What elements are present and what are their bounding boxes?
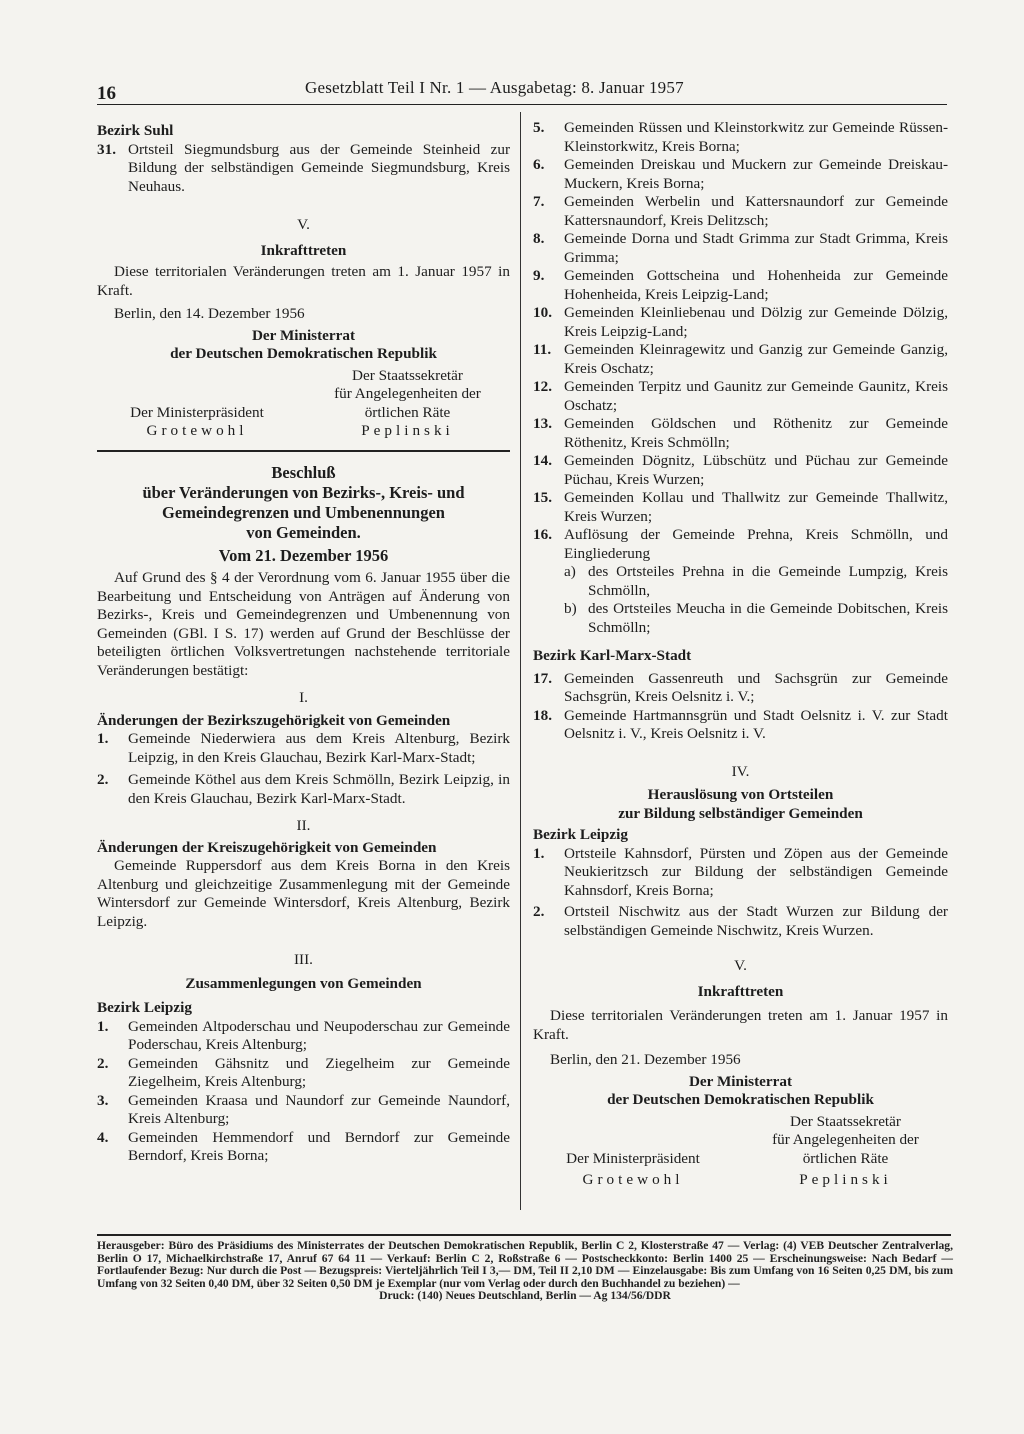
signature-block <box>533 1113 948 1190</box>
item-text: Auflösung der Gemeinde Prehna, Kreis Schmölln, und Eingliederung <box>564 526 948 562</box>
org-line: Der Ministerrat <box>688 1072 793 1090</box>
section-numeral: III. <box>294 951 313 968</box>
item-number: 13. <box>533 415 552 432</box>
section-numeral: II. <box>296 817 311 834</box>
sub-item <box>533 600 948 637</box>
list-item <box>533 452 948 489</box>
section-heading: zur Bildung selbständiger Gemeinden <box>618 804 863 822</box>
footer-rule <box>97 1234 951 1236</box>
paragraph: Diese territorialen Veränderungen treten am 1. Januar 1957 in Kraft. <box>97 263 510 299</box>
section-heading: Änderungen der Kreiszugehörigkeit von Gemeinden <box>97 838 437 856</box>
document-title: über Veränderungen von Bezirks-, Kreis- und <box>142 482 465 502</box>
list-item <box>533 670 948 707</box>
header-rule <box>97 104 947 105</box>
column-divider <box>520 112 521 1210</box>
item-number: 3. <box>97 1091 109 1109</box>
item-number: 2. <box>97 771 109 788</box>
list-item <box>97 771 510 808</box>
imprint <box>97 1240 953 1303</box>
item-number: 16. <box>533 526 552 543</box>
item-number: 2. <box>533 903 545 920</box>
list-item <box>533 193 948 230</box>
paragraph: Gemeinde Ruppersdorf aus dem Kreis Borna in den Kreis Altenburg und gleichzeitige Zusammenlegung mit der Gemeinde Wintersdorf zur Gemeinde Wintersdorf, Kreis Altenburg, Bezirk Leipzig. <box>97 857 510 930</box>
paragraph: Diese territorialen Veränderungen treten am 1. Januar 1957 in Kraft. <box>533 1007 948 1043</box>
right-column <box>533 119 948 1190</box>
document-title: Gemeindegrenzen und Umbenennungen <box>162 502 445 522</box>
list-item <box>533 903 948 940</box>
list-item <box>533 267 948 304</box>
item-number: 8. <box>533 230 545 247</box>
signature-role: örtlichen Räte <box>802 1149 889 1167</box>
item-text: Ortsteil Nischwitz aus der Stadt Wurzen zur Bildung der selbständigen Gemeinde Nischwitz, Kreis Wurzen. <box>564 903 948 939</box>
signature-name: Grotewohl <box>146 422 248 439</box>
item-text: Gemeinden Gähsnitz und Ziegelheim zur Gemeinde Ziegelheim, Kreis Altenburg; <box>128 1054 510 1090</box>
item-text: Ortsteile Kahnsdorf, Pürsten und Zöpen aus der Gemeinde Neukieritzsch zur Bildung der selbständigen Gemeinde Kahnsdorf, Kreis Borna; <box>564 844 948 899</box>
org-line: der Deutschen Demokratischen Republik <box>607 1091 874 1108</box>
section-heading: Zusammenlegungen von Gemeinden <box>185 974 422 992</box>
section-heading: Inkrafttreten <box>260 241 347 259</box>
list-item <box>533 341 948 378</box>
item-number: 31. <box>97 140 116 158</box>
left-column <box>97 122 510 1166</box>
item-text: Gemeinden Kleinliebenau und Dölzig zur Gemeinde Dölzig, Kreis Leipzig-Land; <box>564 304 948 340</box>
sub-item-letter: a) <box>564 563 576 580</box>
signature-block <box>97 367 510 441</box>
item-number: 1. <box>97 1017 109 1035</box>
document-date: Vom 21. Dezember 1956 <box>218 545 389 565</box>
section-heading: Änderungen der Bezirkszugehörigkeit von Gemeinden <box>97 711 451 729</box>
gazette-header: Gesetzblatt Teil I Nr. 1 — Ausgabetag: 8. Januar 1957 <box>305 78 684 97</box>
list-item <box>533 415 948 452</box>
list-item <box>533 119 948 156</box>
section-divider <box>97 450 510 452</box>
item-number: 10. <box>533 304 552 321</box>
item-text: Ortsteil Siegmundsburg aus der Gemeinde Steinheid zur Bildung der selbständigen Gemeinde Siegmundsburg, Kreis Neuhaus. <box>128 140 510 195</box>
signature-role: Der Staatssekretär <box>352 366 463 384</box>
district-heading: Bezirk Leipzig <box>97 999 192 1016</box>
list-item <box>97 730 510 767</box>
org-line: Der Ministerrat <box>251 326 356 344</box>
item-text: Gemeinden Hemmendorf und Berndorf zur Gemeinde Berndorf, Kreis Borna; <box>128 1128 510 1164</box>
signature-name: Peplinski <box>799 1171 892 1188</box>
item-text: Gemeinde Köthel aus dem Kreis Schmölln, Bezirk Leipzig, in den Kreis Glauchau, Bezirk Karl-Marx-Stadt. <box>128 771 510 807</box>
org-line: der Deutschen Demokratischen Republik <box>170 345 437 362</box>
document-title: Beschluß <box>271 462 336 482</box>
item-text: Gemeinden Werbelin und Kattersnaundorf zur Gemeinde Kattersnaundorf, Kreis Delitzsch; <box>564 193 948 229</box>
item-number: 1. <box>97 730 109 747</box>
item-text: Gemeinden Kleinragewitz und Ganzig zur Gemeinde Ganzig, Kreis Oschatz; <box>564 341 948 377</box>
signature-right <box>305 367 510 441</box>
item-number: 14. <box>533 452 552 469</box>
sub-item <box>533 563 948 600</box>
signature-name: Peplinski <box>361 422 454 439</box>
list-item <box>97 1129 510 1166</box>
signature-role: für Angelegenheiten der <box>334 385 481 402</box>
item-text: Gemeinde Niederwiera aus dem Kreis Altenburg, Bezirk Leipzig, in den Kreis Glauchau, Bezirk Karl-Marx-Stadt; <box>128 730 510 766</box>
signature-role: Der Staatssekretär <box>790 1112 901 1130</box>
item-number: 5. <box>533 119 545 136</box>
item-number: 4. <box>97 1128 109 1146</box>
signature-left <box>533 1150 733 1190</box>
list-item <box>533 156 948 193</box>
signature-role: Der Ministerpräsident <box>566 1149 700 1167</box>
list-item <box>533 304 948 341</box>
list-item <box>97 1092 510 1129</box>
sub-item-letter: b) <box>564 600 577 617</box>
date-line: Berlin, den 14. Dezember 1956 <box>114 305 305 322</box>
signature-left <box>97 404 297 441</box>
page-number: 16 <box>97 83 116 104</box>
item-number: 7. <box>533 193 545 210</box>
list-item <box>533 526 948 563</box>
item-text: Gemeinden Kollau und Thallwitz zur Gemeinde Thallwitz, Kreis Wurzen; <box>564 489 948 525</box>
item-number: 2. <box>97 1054 109 1072</box>
list-item <box>533 707 948 744</box>
item-text: Gemeinden Gottscheina und Hohenheida zur Gemeinde Hohenheida, Kreis Leipzig-Land; <box>564 267 948 303</box>
item-text: des Ortsteiles Prehna in die Gemeinde Lumpzig, Kreis Schmölln, <box>588 563 948 599</box>
district-heading-kms: Bezirk Karl-Marx-Stadt <box>533 647 692 664</box>
item-number: 18. <box>533 706 552 724</box>
item-number: 11. <box>533 341 552 358</box>
section-numeral: IV. <box>731 762 750 780</box>
signature-role: örtlichen Räte <box>364 403 451 421</box>
item-number: 9. <box>533 267 545 284</box>
item-text: Gemeinde Hartmannsgrün und Stadt Oelsnitz i. V. zur Stadt Oelsnitz i. V., Kreis Oelsnitz i. V. <box>564 706 948 742</box>
item-text: Gemeinden Göldschen und Röthenitz zur Gemeinde Röthenitz, Kreis Schmölln; <box>564 415 948 451</box>
item-number: 12. <box>533 378 552 395</box>
list-item <box>533 489 948 526</box>
section-numeral: V. <box>297 216 310 233</box>
date-line: Berlin, den 21. Dezember 1956 <box>550 1051 741 1068</box>
item-text: Gemeinden Terpitz und Gaunitz zur Gemeinde Gaunitz, Kreis Oschatz; <box>564 378 948 414</box>
paragraph: Auf Grund des § 4 der Verordnung vom 6. Januar 1955 über die Bearbeitung und Entscheidung von Anträgen auf Änderung von Bezirks-, Kreis und Gemeindegrenzen und Umbenennung von Gemeinden (GBl. I S. 17) werden auf Grund der Beschlüsse der beteiligten örtlichen Volksvertretungen nachstehende territoriale Veränderungen bestätigt: <box>97 569 510 679</box>
item-text: Gemeinden Gassenreuth und Sachsgrün zur Gemeinde Sachsgrün, Kreis Oelsnitz i. V.; <box>564 669 948 705</box>
section-numeral: V. <box>734 957 747 974</box>
district-heading: Bezirk Leipzig <box>533 826 628 843</box>
imprint-text: Herausgeber: Büro des Präsidiums des Ministerrates der Deutschen Demokratischen Republik, Berlin C 2, Klosterstraße 47 — Verlag: (4) VEB Deutscher Zentralverlag, Berlin O 17, Michaelkirchstraße 17, Anruf 67 64 11 — Verkauf: Berlin C 2, Roßstraße 6 — Postscheckkonto: Berlin 1400 25 — Erscheinungsweise: Nach Bedarf — Fortlaufender Bezug: Nur durch die Post — Bezugspreis: Vierteljährlich Teil I 3,— DM, Teil II 2,10 DM — Einzelausgabe: Bis zum Umfang von 16 Seiten 0,25 DM, bis zum Umfang von 32 Seiten 0,40 DM, über 32 Seiten 0,50 DM je Exemplar (nur vom Verlag oder durch den Buchhandel zu beziehen) — <box>97 1239 953 1290</box>
document-title: von Gemeinden. <box>246 522 361 542</box>
section-heading: Inkrafttreten <box>697 982 784 1000</box>
list-item <box>97 1018 510 1055</box>
item-text: Gemeinden Dreiskau und Muckern zur Gemeinde Dreiskau-Muckern, Kreis Borna; <box>564 156 948 192</box>
signature-role: Der Ministerpräsident <box>130 403 264 421</box>
item-text: Gemeinde Dorna und Stadt Grimma zur Stadt Grimma, Kreis Grimma; <box>564 230 948 266</box>
district-heading-suhl: Bezirk Suhl <box>97 122 174 139</box>
signature-name: Grotewohl <box>582 1171 684 1188</box>
item-text: Gemeinden Kraasa und Naundorf zur Gemeinde Naundorf, Kreis Altenburg; <box>128 1091 510 1127</box>
item-text: des Ortsteiles Meucha in die Gemeinde Dobitschen, Kreis Schmölln; <box>588 600 948 636</box>
imprint-print: Druck: (140) Neues Deutschland, Berlin — Ag 134/56/DDR <box>379 1289 671 1303</box>
list-item <box>97 1055 510 1092</box>
section-numeral: I. <box>299 689 308 706</box>
list-item <box>533 378 948 415</box>
signature-role: für Angelegenheiten der <box>772 1131 919 1148</box>
item-number: 15. <box>533 489 552 506</box>
list-item <box>97 141 510 197</box>
section-heading: Herauslösung von Ortsteilen <box>647 786 834 803</box>
list-item <box>533 845 948 901</box>
item-number: 17. <box>533 669 552 687</box>
item-number: 1. <box>533 844 545 862</box>
item-text: Gemeinden Rüssen und Kleinstorkwitz zur Gemeinde Rüssen-Kleinstorkwitz, Kreis Borna; <box>564 119 948 155</box>
item-number: 6. <box>533 156 545 173</box>
list-item <box>533 230 948 267</box>
item-text: Gemeinden Altpoderschau und Neupoderschau zur Gemeinde Poderschau, Kreis Altenburg; <box>128 1017 510 1053</box>
signature-right <box>743 1113 948 1190</box>
item-text: Gemeinden Dögnitz, Lübschütz und Püchau zur Gemeinde Püchau, Kreis Wurzen; <box>564 452 948 488</box>
